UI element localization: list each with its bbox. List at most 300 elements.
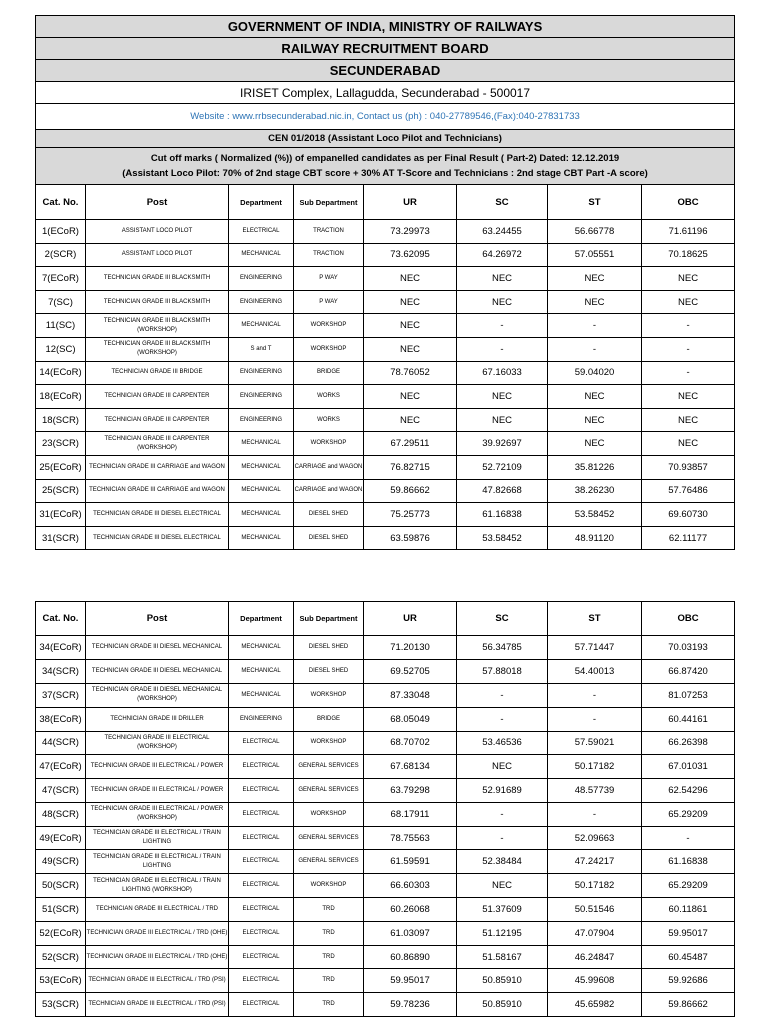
cutoff-marks-sheet [35,15,734,1017]
cat-no-cell: 31(SCR) [36,526,86,550]
address: IRISET Complex, Lallagudda, Secunderabad - 500017 [36,82,735,104]
table-row [36,945,735,969]
obc-cell: NEC [642,290,735,314]
sub-department-cell: WORKSHOP [294,314,364,338]
department-cell: MECHANICAL [229,636,294,660]
post-cell: TECHNICIAN GRADE III ELECTRICAL / TRAIN LIGHTING [86,826,229,850]
department-cell: ELECTRICAL [229,969,294,993]
cat-no-cell: 47(SCR) [36,779,86,803]
obc-cell: 66.26398 [642,731,735,755]
post-cell: TECHNICIAN GRADE III ELECTRICAL / POWER [86,779,229,803]
sc-cell: NEC [457,385,548,409]
page-gap [35,550,734,601]
st-cell: 47.24217 [548,850,642,874]
sub-department-cell: WORKSHOP [294,432,364,456]
sc-cell: NEC [457,267,548,291]
table-row [36,455,735,479]
cat-no-cell: 50(SCR) [36,874,86,898]
obc-cell: 59.95017 [642,921,735,945]
table-row [36,314,735,338]
table-row [36,874,735,898]
obc-cell: NEC [642,385,735,409]
ur-cell: 71.20130 [364,636,457,660]
sub-department-cell: DIESEL SHED [294,636,364,660]
post-cell: TECHNICIAN GRADE III CARRIAGE and WAGON [86,479,229,503]
obc-cell: - [642,337,735,361]
department-cell: ELECTRICAL [229,993,294,1017]
st-cell: 48.57739 [548,779,642,803]
sc-cell: 51.12195 [457,921,548,945]
post-cell: TECHNICIAN GRADE III ELECTRICAL / TRD (PSI) [86,969,229,993]
col-department: Department [229,602,294,636]
sc-cell: 47.82668 [457,479,548,503]
post-cell: TECHNICIAN GRADE III ELECTRICAL / TRD (OHE) [86,921,229,945]
obc-cell: 62.54296 [642,779,735,803]
ur-cell: NEC [364,314,457,338]
post-cell: TECHNICIAN GRADE III CARPENTER [86,385,229,409]
cat-no-cell: 52(ECoR) [36,921,86,945]
st-cell: 38.26230 [548,479,642,503]
title-board: RAILWAY RECRUITMENT BOARD [36,38,735,60]
ur-cell: 63.59876 [364,526,457,550]
sc-cell: - [457,707,548,731]
table-row [36,731,735,755]
table-row [36,408,735,432]
cat-no-cell: 49(SCR) [36,850,86,874]
department-cell: ELECTRICAL [229,898,294,922]
table-row [36,779,735,803]
sc-cell: 63.24455 [457,220,548,244]
cat-no-cell: 48(SCR) [36,802,86,826]
st-cell: 50.17182 [548,874,642,898]
cat-no-cell: 12(SC) [36,337,86,361]
sub-department-cell: TRD [294,898,364,922]
cutoff-table-1 [35,15,735,550]
obc-cell: 59.86662 [642,993,735,1017]
cat-no-cell: 25(SCR) [36,479,86,503]
post-cell: TECHNICIAN GRADE III ELECTRICAL / TRAIN LIGHTING (WORKSHOP) [86,874,229,898]
table-row [36,337,735,361]
sc-cell: 51.37609 [457,898,548,922]
table-header [36,602,735,636]
sub-department-cell: CARRIAGE and WAGON [294,455,364,479]
post-cell: TECHNICIAN GRADE III ELECTRICAL / TRD (PSI) [86,993,229,1017]
cutoff-description [36,148,735,185]
sub-department-cell: TRACTION [294,243,364,267]
department-cell: ENGINEERING [229,361,294,385]
cat-no-cell: 18(SCR) [36,408,86,432]
st-cell: NEC [548,408,642,432]
obc-cell: 61.16838 [642,850,735,874]
table-row [36,526,735,550]
obc-cell: NEC [642,408,735,432]
department-cell: MECHANICAL [229,503,294,527]
department-cell: ENGINEERING [229,290,294,314]
obc-cell: 57.76486 [642,479,735,503]
st-cell: 54.40013 [548,660,642,684]
department-cell: MECHANICAL [229,683,294,707]
table-header [36,185,735,220]
st-cell: 57.05551 [548,243,642,267]
table-row [36,826,735,850]
obc-cell: 81.07253 [642,683,735,707]
st-cell: - [548,314,642,338]
st-cell: - [548,337,642,361]
post-cell: TECHNICIAN GRADE III DIESEL MECHANICAL (WORKSHOP) [86,683,229,707]
cat-no-cell: 37(SCR) [36,683,86,707]
table-row [36,267,735,291]
cat-no-cell: 51(SCR) [36,898,86,922]
post-cell: TECHNICIAN GRADE III BLACKSMITH [86,267,229,291]
obc-cell: - [642,826,735,850]
obc-cell: 66.87420 [642,660,735,684]
post-cell: TECHNICIAN GRADE III DIESEL ELECTRICAL [86,503,229,527]
col-sc: SC [457,602,548,636]
sub-department-cell: TRD [294,945,364,969]
department-cell: MECHANICAL [229,660,294,684]
obc-cell: - [642,361,735,385]
department-cell: ELECTRICAL [229,802,294,826]
cat-no-cell: 23(SCR) [36,432,86,456]
obc-cell: 71.61196 [642,220,735,244]
table-row [36,243,735,267]
table-row [36,683,735,707]
obc-cell: 69.60730 [642,503,735,527]
sc-cell: 64.26972 [457,243,548,267]
table-row [36,385,735,409]
col-sub-department: Sub Department [294,185,364,220]
post-cell: TECHNICIAN GRADE III ELECTRICAL / TRD [86,898,229,922]
st-cell: 57.71447 [548,636,642,660]
ur-cell: NEC [364,337,457,361]
ur-cell: 73.62095 [364,243,457,267]
sub-department-cell: TRD [294,921,364,945]
st-cell: 52.09663 [548,826,642,850]
obc-cell: 67.01031 [642,755,735,779]
department-cell: MECHANICAL [229,432,294,456]
sc-cell: - [457,826,548,850]
sc-cell: - [457,683,548,707]
department-cell: ELECTRICAL [229,874,294,898]
st-cell: 57.59021 [548,731,642,755]
department-cell: MECHANICAL [229,479,294,503]
cat-no-cell: 52(SCR) [36,945,86,969]
obc-cell: 65.29209 [642,802,735,826]
st-cell: 45.99608 [548,969,642,993]
sub-department-cell: P WAY [294,267,364,291]
st-cell: NEC [548,432,642,456]
col-cat: Cat. No. [36,602,86,636]
st-cell: NEC [548,385,642,409]
sub-department-cell: WORKSHOP [294,683,364,707]
ur-cell: 59.78236 [364,993,457,1017]
obc-cell: 70.18625 [642,243,735,267]
obc-cell: 70.03193 [642,636,735,660]
cat-no-cell: 44(SCR) [36,731,86,755]
post-cell: TECHNICIAN GRADE III ELECTRICAL / POWER [86,755,229,779]
obc-cell: 65.29209 [642,874,735,898]
st-cell: 47.07904 [548,921,642,945]
sub-department-cell: DIESEL SHED [294,660,364,684]
cat-no-cell: 49(ECoR) [36,826,86,850]
col-sc: SC [457,185,548,220]
ur-cell: 67.29511 [364,432,457,456]
sc-cell: 52.38484 [457,850,548,874]
col-obc: OBC [642,185,735,220]
ur-cell: 68.70702 [364,731,457,755]
sc-cell: 57.88018 [457,660,548,684]
st-cell: 48.91120 [548,526,642,550]
department-cell: ENGINEERING [229,408,294,432]
department-cell: ELECTRICAL [229,921,294,945]
ur-cell: NEC [364,267,457,291]
st-cell: 53.58452 [548,503,642,527]
col-obc: OBC [642,602,735,636]
table-1-body [36,220,735,550]
sc-cell: 51.58167 [457,945,548,969]
sub-department-cell: WORKSHOP [294,802,364,826]
cutoff-line-1: Cut off marks ( Normalized (%)) of empanelled candidates as per Final Result ( Part-2) Dated: 12.12.2019 [150,153,620,164]
cat-no-cell: 47(ECoR) [36,755,86,779]
sub-department-cell: GENERAL SERVICES [294,850,364,874]
sub-department-cell: GENERAL SERVICES [294,779,364,803]
cat-no-cell: 11(SC) [36,314,86,338]
sc-cell: 53.46536 [457,731,548,755]
st-cell: - [548,707,642,731]
post-cell: TECHNICIAN GRADE III CARPENTER [86,408,229,432]
ur-cell: 60.86890 [364,945,457,969]
cutoff-table-2 [35,601,735,1017]
col-ur: UR [364,602,457,636]
table-row [36,636,735,660]
obc-cell: 62.11177 [642,526,735,550]
cat-no-cell: 34(ECoR) [36,636,86,660]
ur-cell: NEC [364,408,457,432]
post-cell: TECHNICIAN GRADE III CARRIAGE and WAGON [86,455,229,479]
ur-cell: 61.03097 [364,921,457,945]
ur-cell: 76.82715 [364,455,457,479]
title-city: SECUNDERABAD [36,60,735,82]
cat-no-cell: 18(ECoR) [36,385,86,409]
sub-department-cell: WORKSHOP [294,874,364,898]
table-row [36,921,735,945]
department-cell: ELECTRICAL [229,731,294,755]
ur-cell: 67.68134 [364,755,457,779]
department-cell: ENGINEERING [229,385,294,409]
post-cell: TECHNICIAN GRADE III ELECTRICAL (WORKSHOP) [86,731,229,755]
obc-cell: NEC [642,267,735,291]
department-cell: ELECTRICAL [229,220,294,244]
department-cell: ELECTRICAL [229,779,294,803]
cen-notice: CEN 01/2018 (Assistant Loco Pilot and Technicians) [36,130,735,148]
cat-no-cell: 2(SCR) [36,243,86,267]
obc-cell: 70.93857 [642,455,735,479]
sub-department-cell: DIESEL SHED [294,526,364,550]
col-post: Post [86,185,229,220]
table-row [36,220,735,244]
table-row [36,290,735,314]
table-row [36,479,735,503]
post-cell: TECHNICIAN GRADE III BRIDGE [86,361,229,385]
table-row [36,898,735,922]
table-row [36,850,735,874]
cat-no-cell: 34(SCR) [36,660,86,684]
col-sub-department: Sub Department [294,602,364,636]
st-cell: 45.65982 [548,993,642,1017]
sc-cell: NEC [457,755,548,779]
department-cell: ENGINEERING [229,267,294,291]
ur-cell: 60.26068 [364,898,457,922]
cat-no-cell: 14(ECoR) [36,361,86,385]
ur-cell: 73.29973 [364,220,457,244]
ur-cell: 68.17911 [364,802,457,826]
sub-department-cell: WORKS [294,385,364,409]
sc-cell: NEC [457,408,548,432]
table-row [36,707,735,731]
st-cell: NEC [548,267,642,291]
st-cell: 56.66778 [548,220,642,244]
sc-cell: - [457,337,548,361]
sub-department-cell: TRACTION [294,220,364,244]
col-post: Post [86,602,229,636]
st-cell: 59.04020 [548,361,642,385]
sc-cell: - [457,802,548,826]
sub-department-cell: BRIDGE [294,707,364,731]
sc-cell: NEC [457,874,548,898]
cat-no-cell: 7(ECoR) [36,267,86,291]
title-ministry: GOVERNMENT OF INDIA, MINISTRY OF RAILWAYS [36,16,735,38]
st-cell: 50.17182 [548,755,642,779]
ur-cell: 78.75563 [364,826,457,850]
sc-cell: 50.85910 [457,993,548,1017]
ur-cell: 61.59591 [364,850,457,874]
sub-department-cell: P WAY [294,290,364,314]
sc-cell: 53.58452 [457,526,548,550]
post-cell: ASSISTANT LOCO PILOT [86,220,229,244]
st-cell: NEC [548,290,642,314]
cutoff-line-2: (Assistant Loco Pilot: 70% of 2nd stage CBT score + 30% AT T-Score and Technicians : 2nd stage CBT Part -A score) [122,168,648,179]
cat-no-cell: 31(ECoR) [36,503,86,527]
table-row [36,755,735,779]
sub-department-cell: GENERAL SERVICES [294,826,364,850]
post-cell: TECHNICIAN GRADE III CARPENTER (WORKSHOP) [86,432,229,456]
ur-cell: 68.05049 [364,707,457,731]
col-ur: UR [364,185,457,220]
table-2-body [36,636,735,1017]
post-cell: TECHNICIAN GRADE III BLACKSMITH (WORKSHOP) [86,314,229,338]
table-row [36,660,735,684]
ur-cell: 59.95017 [364,969,457,993]
st-cell: - [548,683,642,707]
post-cell: TECHNICIAN GRADE III BLACKSMITH [86,290,229,314]
cat-no-cell: 25(ECoR) [36,455,86,479]
st-cell: - [548,802,642,826]
department-cell: ELECTRICAL [229,755,294,779]
ur-cell: 63.79298 [364,779,457,803]
col-st: ST [548,185,642,220]
cat-no-cell: 53(ECoR) [36,969,86,993]
cat-no-cell: 53(SCR) [36,993,86,1017]
ur-cell: 78.76052 [364,361,457,385]
col-st: ST [548,602,642,636]
ur-cell: NEC [364,385,457,409]
ur-cell: 69.52705 [364,660,457,684]
col-department: Department [229,185,294,220]
sc-cell: 67.16033 [457,361,548,385]
table-row [36,802,735,826]
sub-department-cell: DIESEL SHED [294,503,364,527]
sc-cell: 52.72109 [457,455,548,479]
obc-cell: - [642,314,735,338]
table-row [36,993,735,1017]
post-cell: TECHNICIAN GRADE III ELECTRICAL / TRD (OHE) [86,945,229,969]
obc-cell: 60.44161 [642,707,735,731]
table-row [36,432,735,456]
st-cell: 50.51546 [548,898,642,922]
obc-cell: 60.11861 [642,898,735,922]
sc-cell: 56.34785 [457,636,548,660]
sub-department-cell: GENERAL SERVICES [294,755,364,779]
sub-department-cell: BRIDGE [294,361,364,385]
ur-cell: 66.60303 [364,874,457,898]
department-cell: MECHANICAL [229,314,294,338]
obc-cell: NEC [642,432,735,456]
sub-department-cell: WORKS [294,408,364,432]
department-cell: ELECTRICAL [229,945,294,969]
col-cat: Cat. No. [36,185,86,220]
department-cell: MECHANICAL [229,243,294,267]
post-cell: TECHNICIAN GRADE III BLACKSMITH (WORKSHOP) [86,337,229,361]
ur-cell: 87.33048 [364,683,457,707]
cat-no-cell: 38(ECoR) [36,707,86,731]
sc-cell: 61.16838 [457,503,548,527]
st-cell: 46.24847 [548,945,642,969]
post-cell: TECHNICIAN GRADE III ELECTRICAL / POWER (WORKSHOP) [86,802,229,826]
ur-cell: 75.25773 [364,503,457,527]
sc-cell: NEC [457,290,548,314]
department-cell: ENGINEERING [229,707,294,731]
obc-cell: 59.92686 [642,969,735,993]
contact-info: Website : www.rrbsecunderabad.nic.in, Contact us (ph) : 040-27789546,(Fax):040-27831733 [36,104,735,130]
table-row [36,361,735,385]
obc-cell: 60.45487 [642,945,735,969]
sc-cell: - [457,314,548,338]
ur-cell: NEC [364,290,457,314]
post-cell: TECHNICIAN GRADE III DRILLER [86,707,229,731]
cat-no-cell: 7(SC) [36,290,86,314]
post-cell: TECHNICIAN GRADE III ELECTRICAL / TRAIN LIGHTING [86,850,229,874]
table-row [36,969,735,993]
sc-cell: 50.85910 [457,969,548,993]
sub-department-cell: WORKSHOP [294,337,364,361]
post-cell: TECHNICIAN GRADE III DIESEL MECHANICAL [86,660,229,684]
cat-no-cell: 1(ECoR) [36,220,86,244]
department-cell: ELECTRICAL [229,850,294,874]
sc-cell: 39.92697 [457,432,548,456]
department-cell: MECHANICAL [229,526,294,550]
department-cell: ELECTRICAL [229,826,294,850]
post-cell: TECHNICIAN GRADE III DIESEL ELECTRICAL [86,526,229,550]
table-row [36,503,735,527]
st-cell: 35.81226 [548,455,642,479]
post-cell: ASSISTANT LOCO PILOT [86,243,229,267]
sc-cell: 52.91689 [457,779,548,803]
sub-department-cell: TRD [294,969,364,993]
sub-department-cell: WORKSHOP [294,731,364,755]
ur-cell: 59.86662 [364,479,457,503]
sub-department-cell: CARRIAGE and WAGON [294,479,364,503]
department-cell: MECHANICAL [229,455,294,479]
